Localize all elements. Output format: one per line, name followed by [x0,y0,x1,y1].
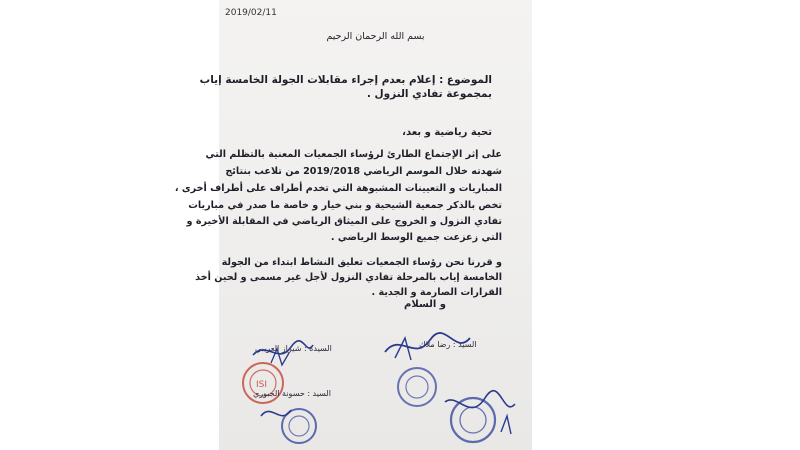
body-line: و قررنا نحن رؤساء الجمعيات تعليق النشاط ابتداء من الجولة [221,257,502,268]
signer-left-bottom-label: السيد : حسونة الجبوري [253,389,331,398]
letter-date: 2019/02/11 [225,8,277,18]
subject-line-2: بمجموعة تفادي النزول . [366,88,492,100]
body-line: تخص بالذكر جمعية الشيحية و بني خيار و خاصة ما صدر في مباريات [188,200,502,211]
signature-right [375,322,525,450]
greeting: تحية رياضية و بعد، [402,127,492,138]
body-line: الخامسة إياب بالمرحلة تفادي النزول لأجل غير مسمى و لحين أخذ [195,272,502,283]
signer-left-top-label: السيدة : شيراز العريبي [255,344,332,353]
svg-text:ISI: ISI [256,380,268,390]
body-line: شهدته خلال الموسم الرياضي 2019/2018 من تلاعب بنتائج [225,166,502,177]
subject-line-1: الموضوع : إعلام بعدم إجراء مقابلات الجولة الخامسة إياب [199,74,492,86]
body-line: المباريات و التعيينات المشبوهة التي تخدم أطراف على أطراف أخرى ، [174,183,502,194]
blue-stamp-left [247,396,337,450]
closing: و السلام [404,299,446,310]
body-line: التي زعزعت جميع الوسط الرياضي . [330,232,502,243]
signer-right-label: السيد : رضا ملاك [419,340,477,349]
body-line: القرارات الصارمة و الجدية . [371,287,502,298]
body-line: على إثر الإجتماع الطارئ لرؤساء الجمعيات المعنية بالتظلم التي [205,149,502,160]
body-line: تفادي النزول و الخروج على الميثاق الرياضي في المقابلة الأخيرة و [186,216,502,227]
letter-page [174,0,532,450]
basmala: بسم الله الرحمان الرحيم [326,31,425,42]
